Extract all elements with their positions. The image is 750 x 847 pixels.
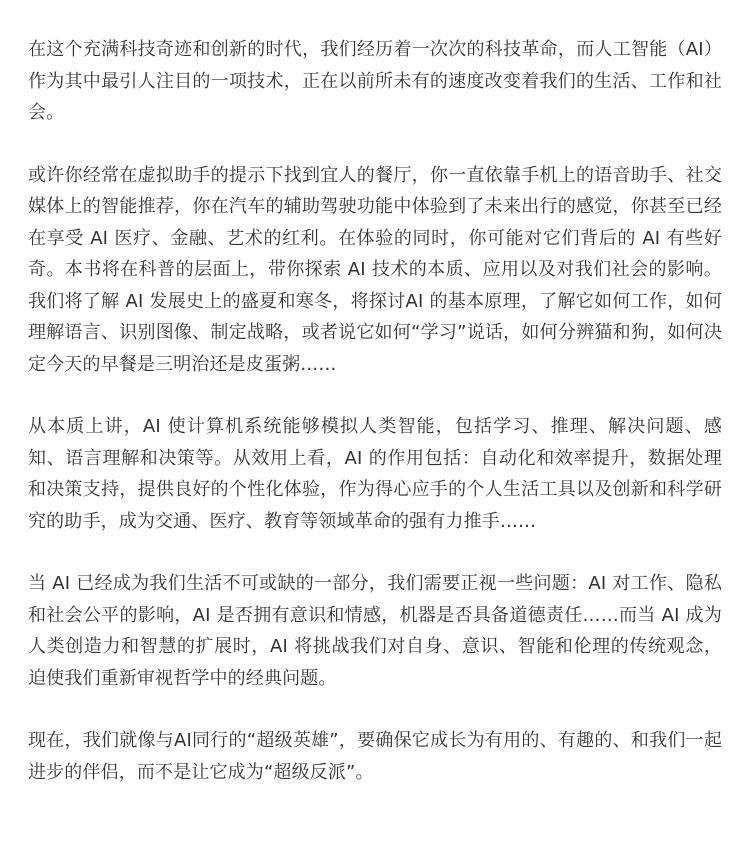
paragraph-ai-essence: 从本质上讲，AI 使计算机系统能够模拟人类智能，包括学习、推理、解决问题、感知、语言理解和决策等。从效用上看，AI 的作用包括：自动化和效率提升，数据处理和决策支持，提供良好的个性化体验，作为得心应手的个人生活工具以及创新和科学研究的助手，成为交通、医疗、教育等领域革命的强有力推手…… — [28, 416, 722, 532]
paragraph-ai-questions: 当 AI 已经成为我们生活不可或缺的一部分，我们需要正视一些问题：AI 对工作、隐私和社会公平的影响，AI 是否拥有意识和情感，机器是否具备道德责任……而当 AI 成为人类创造力和智慧的扩展时，AI 将挑战我们对自身、意识、智能和伦理的传统观念，迫使我们重新审视哲学中的经典问题。 — [28, 573, 722, 689]
paragraph-intro: 在这个充满科技奇迹和创新的时代，我们经历着一次次的科技革命，而人工智能（AI）作为其中最引人注目的一项技术，正在以前所未有的速度改变着我们的生活、工作和社会。 — [28, 39, 722, 123]
paragraph-everyday-ai: 或许你经常在虚拟助手的提示下找到宜人的餐厅，你一直依靠手机上的语音助手、社交媒体上的智能推荐，你在汽车的辅助驾驶功能中体验到了未来出行的感觉，你甚至已经在享受 AI 医疗、金融、艺术的红利。在体验的同时，你可能对它们背后的 AI 有些好奇。本书将在科普的层面上，带你探索 AI 技术的本质、应用以及对我们社会的影响。我们将了解 AI 发展史上的盛夏和寒冬，将探讨AI 的基本原理，了解它如何工作，如何理解语言、识别图像、制定战略，或者说它如何“学习”说话，如何分辨猫和狗，如何决定今天的早餐是三明治还是皮蛋粥…… — [28, 164, 722, 375]
paragraph-conclusion: 现在，我们就像与AI同行的“超级英雄”，要确保它成长为有用的、有趣的、和我们一起进步的伴侣，而不是让它成为“超级反派”。 — [28, 730, 722, 783]
